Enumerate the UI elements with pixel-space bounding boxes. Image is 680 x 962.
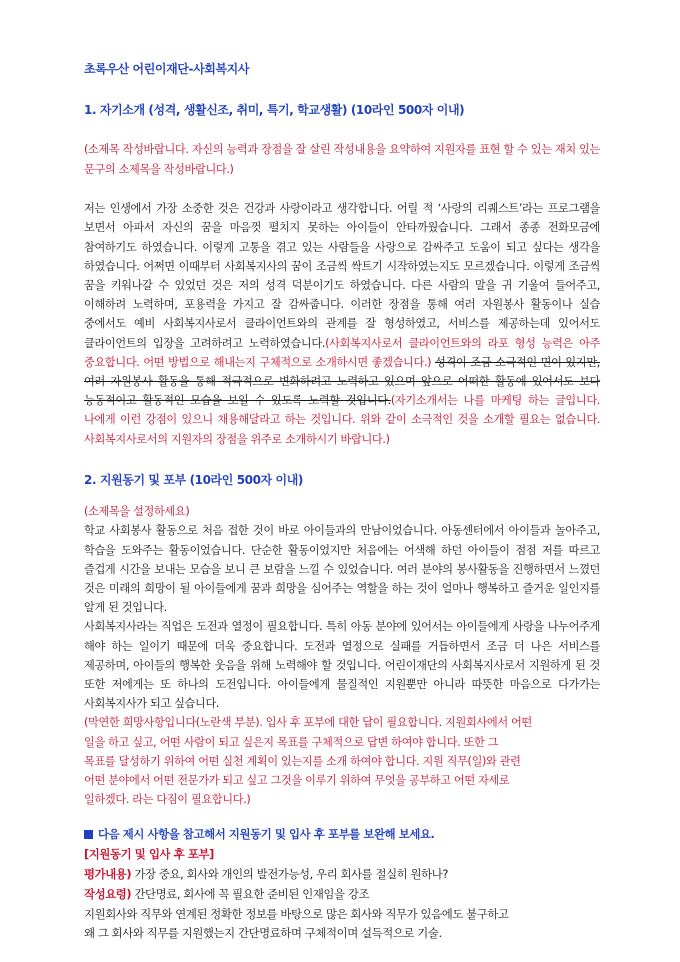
section1-red-comment-a: (사회복지사로서 클라이언트와의 라포 형성 능력은 아주 중요합니다. 어떤 방법으로 해내는지 구체적으로 소개하시면 좋겠습니다.)	[84, 336, 600, 369]
section1-heading: 1. 자기소개 (성격, 생활신조, 취미, 특기, 학교생활) (10라인 500자 이내)	[84, 103, 465, 117]
document-page	[84, 60, 600, 944]
section2-body-a: 학교 사회봉사 활동으로 처음 접한 것이 바로 아이들과의 만남이었습니다. 아동센터에서 아이들과 놀아주고, 학습을 도와주는 활동이었습니다. 단순한 활동이었지만 처음에는 어색해 하던 아이들이 점점 저를 따르고 즐겁게 시간을 보내는 모습을 보니 큰 보람을 느낄 수 있었습니다. 여러 분야의 봉사활동을 진행하면서 느꼈던 것은 미래의 희망이 될 아이들에게 꿈과 희망을 심어주는 역할을 하는 것이 얼마나 행복하고 즐거운 일인지를 알게 된 것입니다.	[84, 524, 600, 615]
section2-red-line-2: 일을 하고 싶고, 어떤 사람이 되고 싶은지 목표를 구체적으로 답변 하여야 합니다. 또한 그	[84, 735, 499, 749]
section2-red-comment	[84, 713, 600, 809]
section2-red-line-3: 목표를 달성하기 위하여 어떤 실천 계획이 있는지를 소개 하여야 합니다. 지원 직무(일)와 관련	[84, 754, 521, 768]
guide-line-1: 지원회사와 직무와 연계된 정확한 정보를 바탕으로 많은 회사와 직무가 있음에도 불구하고	[84, 906, 509, 921]
section1-red-comment-b: (자기소개서는 나를 마케팅 하는 글입니다. 나에게 이런 강점이 있으니 채용해달라고 하는 것입니다. 위와 같이 소극적인 것을 소개할 필요는 없습니다. 사회복지사로서의 지원자의 장점을 위주로 소개하시기 바랍니다.)	[84, 394, 600, 446]
section2-red-line-1: (막연한 희망사항입니다(노란색 부분). 입사 후 포부에 대한 답이 필요합니다. 지원회사에서 어떤	[84, 716, 532, 730]
section2-heading: 2. 지원동기 및 포부 (10라인 500자 이내)	[84, 472, 303, 487]
section1-note: (소제목 작성바랍니다. 자신의 능력과 장점을 잘 살린 작성내용을 요약하여 지원자를 표현 할 수 있는 재치 있는 문구의 소제목을 작성바랍니다.)	[84, 143, 600, 176]
guide-eval	[84, 865, 600, 885]
guide-write-label: 작성요령)	[84, 886, 132, 901]
section2-note: (소제목을 설정하세요)	[84, 504, 190, 518]
guide-eval-label: 평가내용)	[84, 867, 132, 882]
square-bullet-icon	[84, 830, 93, 839]
guide-write-text: 간단명료, 회사에 꼭 필요한 준비된 인재임을 강조	[131, 886, 370, 901]
guide-eval-text: 가장 중요, 회사와 개인의 발전가능성, 우리 회사를 절실히 원하나?	[131, 867, 448, 882]
guide-heading	[84, 825, 600, 845]
guide-write	[84, 885, 600, 905]
guide-label: [지원동기 및 입사 후 포부]	[84, 847, 214, 862]
section2-red-line-4: 어떤 분야에서 어떤 전문가가 되고 싶고 그것을 이루기 위하여 무엇을 공부하고 어떤 자세로	[84, 774, 510, 788]
section1-body-text: 저는 인생에서 가장 소중한 것은 건강과 사랑이라고 생각합니다. 어릴 적 ‘사랑의 리퀘스트’라는 프로그램을 보면서 아파서 자신의 꿈을 마음껏 펼치지 못하는 아이들이 안타까웠습니다. 그래서 종종 전화모금에 참여하기도 하였습니다. 이렇게 고통을 겪고 있는 사람들을 사랑으로 감싸주고 도움이 되고 싶다는 생각을 하였습니다. 어쩌면 이때부터 사회복지사의 꿈이 조금씩 싹트기 시작하였는지도 모르겠습니다. 이렇게 조금씩 꿈을 키워나갈 수 있었던 것은 저의 성격 덕분이기도 하였습니다. 다른 사람의 말을 귀 기울여 들어주고, 이해하려 노력하며, 포용력을 가지고 잘 감싸줍니다. 이러한 장점을 통해 여러 자원봉사 활동이나 실습 중에서도 예비 사회복지사로서 클라이언트와의 관계를 잘 형성하였고, 서비스를 제공하는데 있어서도 클라이언트의 입장을 고려하려고 노력하였습니다.	[84, 202, 600, 350]
guide-line-2: 왜 그 회사와 직무를 지원했는지 간단명료하며 구체적이며 설득적으로 기술.	[84, 926, 442, 941]
section2-body-b: 사회복지사라는 직업은 도전과 열정이 필요합니다. 특히 아동 분야에 있어서는 아이들에게 사랑을 나누어주게 해야 하는 일이기 때문에 더욱 중요합니다. 도전과 열정으로 실패를 거듭하면서 조금 더 나은 서비스를 제공하며, 아이들의 행복한 웃음을 위해 노력해야 할 것입니다. 어린이재단의 사회복지사로서 지원하게 된 것 또한 저에게는 또 하나의 도전입니다. 아이들에게 물질적인 지원뿐만 아니라 따뜻한 마음으로 다가가는 사회복지사가 되고 싶습니다.	[84, 620, 600, 711]
guide-heading-text: 다음 제시 사항을 참고해서 지원동기 및 입사 후 포부를 보완해 보세요.	[98, 827, 435, 842]
section2-red-line-5: 일하겠다. 라는 다짐이 필요합니다.)	[84, 793, 251, 807]
document-title: 초록우산 어린이재단-사회복지사	[84, 62, 250, 76]
section1-body	[84, 199, 600, 449]
section1-strikethrough: 성격이 조금 소극적인 면이 있지만, 여러 자원봉사 활동을 통해 적극적으로 변화하려고 노력하고 있으며 앞으로 어떠한 활동에 있어서도 보다 능동적이고 활동적인 모습을 보일 수 있도록 노력할 것입니다.	[84, 355, 600, 408]
